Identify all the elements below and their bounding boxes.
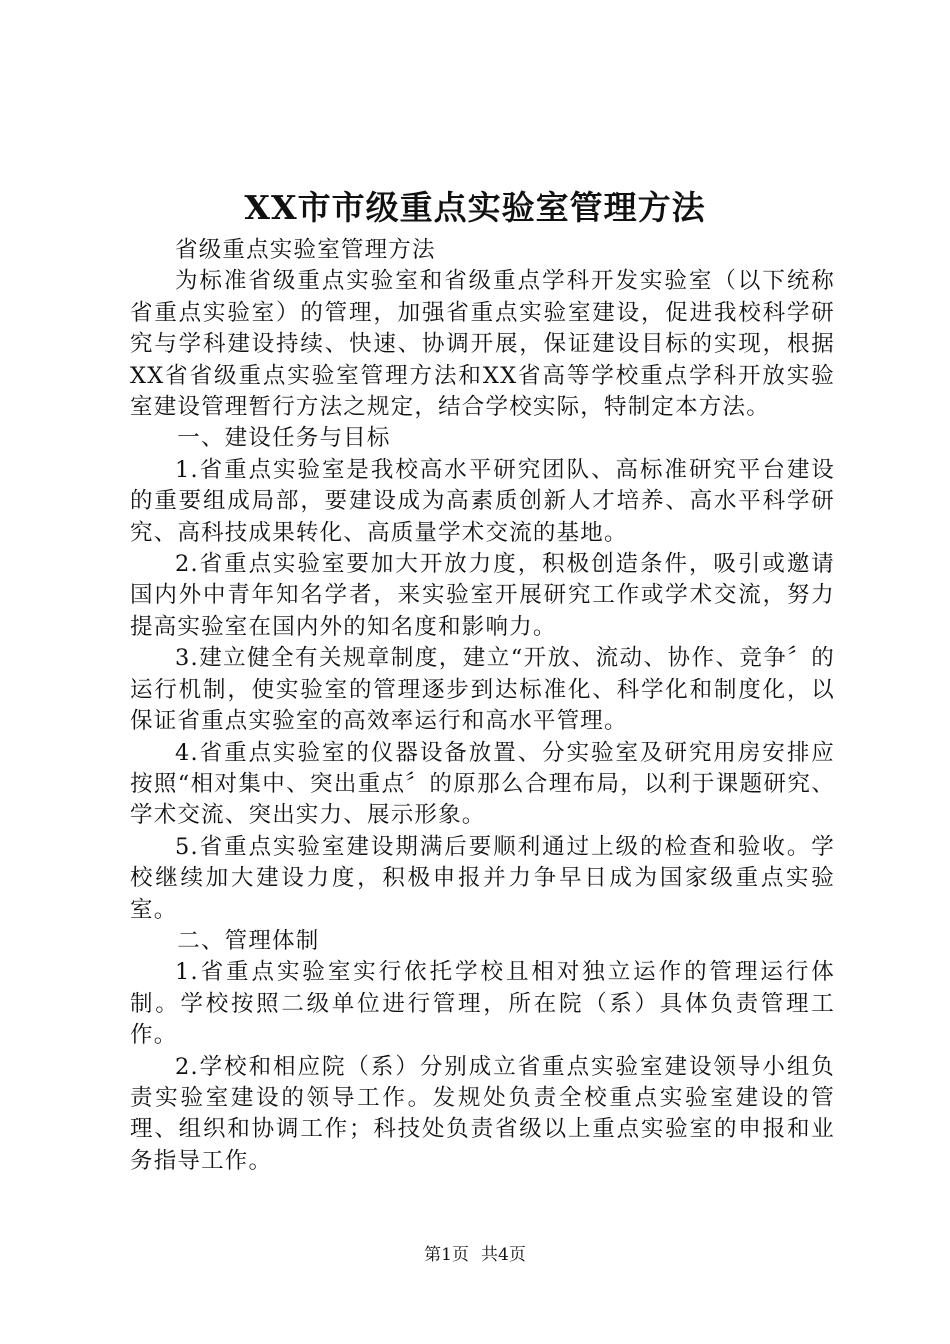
section-1-item-1: 1.省重点实验室是我校高水平研究团队、高标准研究平台建设的重要组成局部，要建设成为高素质创新人才培养、高水平科学研究、高科技成果转化、高质量学术交流的基地。 xyxy=(130,456,835,546)
section-2-item-1: 1.省重点实验室实行依托学校且相对独立运作的管理运行体制。学校按照二级单位进行管理，所在院（系）具体负责管理工作。 xyxy=(130,959,835,1049)
intro-paragraph: 为标准省级重点实验室和省级重点学科开发实验室（以下统称省重点实验室）的管理，加强省重点实验室建设，促进我校科学研究与学科建设持续、快速、协调开展，保证建设目标的实现，根据XX省省级重点实验室管理方法和XX省高等学校重点学科开放实验室建设管理暂行方法之规定，结合学校实际，特制定本方法。 xyxy=(130,268,835,421)
section-heading-1: 一、建设任务与目标 xyxy=(177,425,391,452)
section-heading-2: 二、管理体制 xyxy=(177,927,320,954)
page-number: 第1页 xyxy=(424,1245,469,1265)
subtitle-paragraph: 省级重点实验室管理方法 xyxy=(175,237,436,263)
page-footer xyxy=(0,1243,950,1267)
document-body xyxy=(130,235,835,1177)
section-1-item-4: 4.省重点实验室的仪器设备放置、分实验室及研究用房安排应按照“相对集中、突出重点〞的原那么合理布局，以利于课题研究、学术交流、突出实力、展示形象。 xyxy=(130,739,835,829)
section-1-item-5: 5.省重点实验室建设期满后要顺利通过上级的检查和验收。学校继续加大建设力度，积极申报并力争早日成为国家级重点实验室。 xyxy=(130,833,835,923)
section-1-item-2: 2.省重点实验室要加大开放力度，积极创造条件，吸引或邀请国内外中青年知名学者，来实验室开展研究工作或学术交流，努力提高实验室在国内外的知名度和影响力。 xyxy=(130,551,835,640)
page-total: 共4页 xyxy=(481,1245,526,1265)
section-2-item-2: 2.学校和相应院（系）分别成立省重点实验室建设领导小组负责实验室建设的领导工作。发规处负责全校重点实验室建设的管理、组织和协调工作；科技处负责省级以上重点实验室的申报和业务指导工作。 xyxy=(130,1053,835,1174)
document-title: XX市市级重点实验室管理方法 xyxy=(244,188,706,227)
section-1-item-3: 3.建立健全有关规章制度，建立“开放、流动、协作、竞争〞的运行机制，使实验室的管理逐步到达标准化、科学化和制度化，以保证省重点实验室的高效率运行和高水平管理。 xyxy=(130,645,835,735)
